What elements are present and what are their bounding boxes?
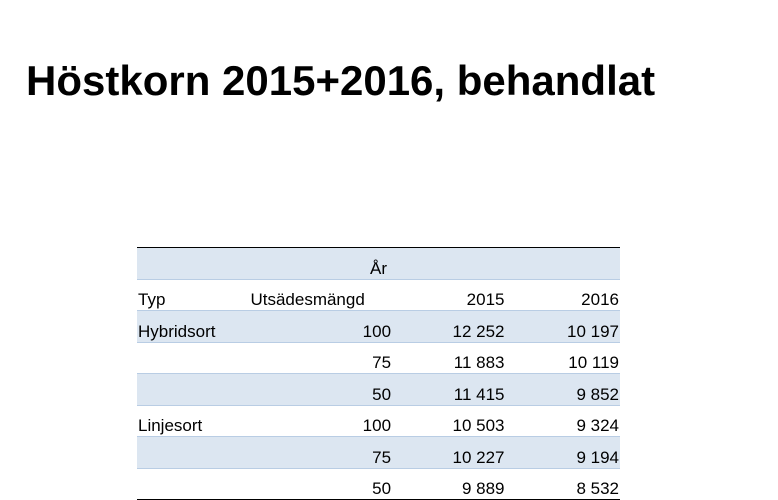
cell-2016: 10 197 bbox=[506, 311, 621, 343]
cell-2015: 9 889 bbox=[461, 479, 505, 498]
header-2015: 2015 bbox=[392, 279, 505, 311]
cell-utsadesmangd: 50 bbox=[249, 374, 392, 406]
table-row bbox=[137, 342, 620, 374]
table-row bbox=[137, 405, 620, 437]
page-title: Höstkorn 2015+2016, behandlat bbox=[26, 57, 656, 104]
cell-2016: 9 852 bbox=[506, 374, 621, 406]
table-row bbox=[137, 374, 620, 406]
group-header-year: År bbox=[137, 248, 620, 280]
cell-utsadesmangd: 75 bbox=[249, 437, 392, 469]
header-utsadesmangd: Utsädesmängd bbox=[249, 279, 392, 311]
cell-2015: 10 227 bbox=[392, 437, 505, 469]
header-2016: 2016 bbox=[506, 279, 621, 311]
cell-typ bbox=[137, 342, 249, 374]
cell-2015: 12 252 bbox=[392, 311, 505, 343]
cell-2016: 8 532 bbox=[576, 479, 619, 498]
cell-2015: 10 503 bbox=[392, 405, 505, 437]
cell-utsadesmangd: 100 bbox=[249, 311, 392, 343]
cell-utsadesmangd: 75 bbox=[249, 342, 392, 374]
cell-2016: 9 194 bbox=[506, 437, 621, 469]
cell-typ bbox=[137, 468, 249, 500]
table-header-row bbox=[137, 279, 620, 311]
cell-typ: Hybridsort bbox=[137, 311, 249, 343]
table-row bbox=[137, 437, 620, 469]
cell-typ bbox=[137, 437, 249, 469]
cell-typ bbox=[137, 374, 249, 406]
header-typ: Typ bbox=[137, 279, 249, 311]
cell-utsadesmangd: 100 bbox=[249, 405, 392, 437]
yield-table bbox=[137, 247, 620, 500]
cell-2015: 11 883 bbox=[392, 342, 505, 374]
table-row bbox=[137, 311, 620, 343]
table-row bbox=[137, 468, 620, 500]
cell-utsadesmangd: 50 bbox=[372, 479, 392, 498]
cell-2015: 11 415 bbox=[392, 374, 505, 406]
cell-2016: 9 324 bbox=[506, 405, 621, 437]
table-group-header-row bbox=[137, 248, 620, 280]
cell-2016: 10 119 bbox=[506, 342, 621, 374]
cell-typ: Linjesort bbox=[137, 405, 249, 437]
